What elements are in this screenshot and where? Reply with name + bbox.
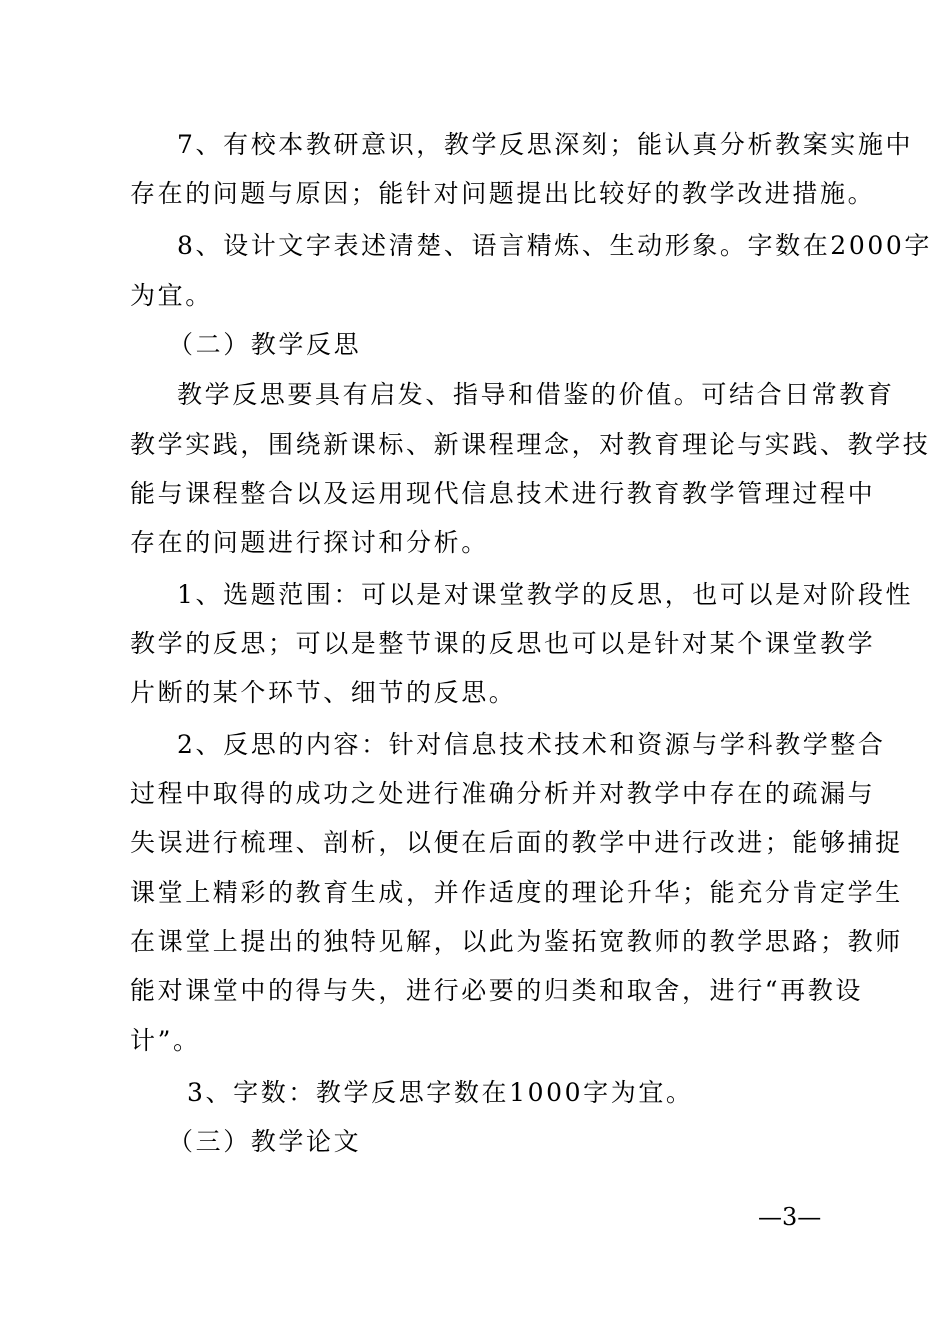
text-line: 存在的问题与原因；能针对问题提出比较好的教学改进措施。 <box>130 179 876 208</box>
section-heading: （二）教学反思 <box>168 330 362 359</box>
text-line: 教学实践，围绕新课标、新课程理念，对教育理论与实践、教学技 <box>130 430 931 459</box>
text-line: 能对课堂中的得与失，进行必要的归类和取舍，进行“再教设 <box>130 976 863 1005</box>
text-line: 失误进行梳理、剖析，以便在后面的教学中进行改进；能够捕捉 <box>130 828 903 857</box>
text-line: 在课堂上提出的独特见解，以此为鉴拓宽教师的教学思路；教师 <box>130 927 903 956</box>
section-heading: （三）教学论文 <box>168 1127 362 1156</box>
text-line: 过程中取得的成功之处进行准确分析并对教学中存在的疏漏与 <box>130 779 876 808</box>
text-line: 课堂上精彩的教育生成，并作适度的理论升华；能充分肯定学生 <box>130 878 903 907</box>
text-line: 存在的问题进行探讨和分析。 <box>130 528 489 557</box>
text-line: 计”。 <box>130 1026 201 1055</box>
text-line: 1、选题范围：可以是对课堂教学的反思，也可以是对阶段性 <box>177 580 914 609</box>
text-line: 为宜。 <box>130 281 213 310</box>
text-line: 8、设计文字表述清楚、语言精炼、生动形象。字数在2000字 <box>177 231 932 260</box>
text-line: 2、反思的内容：针对信息技术技术和资源与学科教学整合 <box>177 730 886 759</box>
text-line: 教学的反思；可以是整节课的反思也可以是针对某个课堂教学 <box>130 629 876 658</box>
text-line: 7、有校本教研意识，教学反思深刻；能认真分析教案实施中 <box>177 130 914 159</box>
text-line: 教学反思要具有启发、指导和借鉴的价值。可结合日常教育 <box>177 380 895 409</box>
text-line: 片断的某个环节、细节的反思。 <box>130 678 517 707</box>
text-line: 3、字数：教学反思字数在1000字为宜。 <box>187 1078 694 1107</box>
text-line: 能与课程整合以及运用现代信息技术进行教育教学管理过程中 <box>130 479 876 508</box>
page-number: —3— <box>758 1203 822 1231</box>
